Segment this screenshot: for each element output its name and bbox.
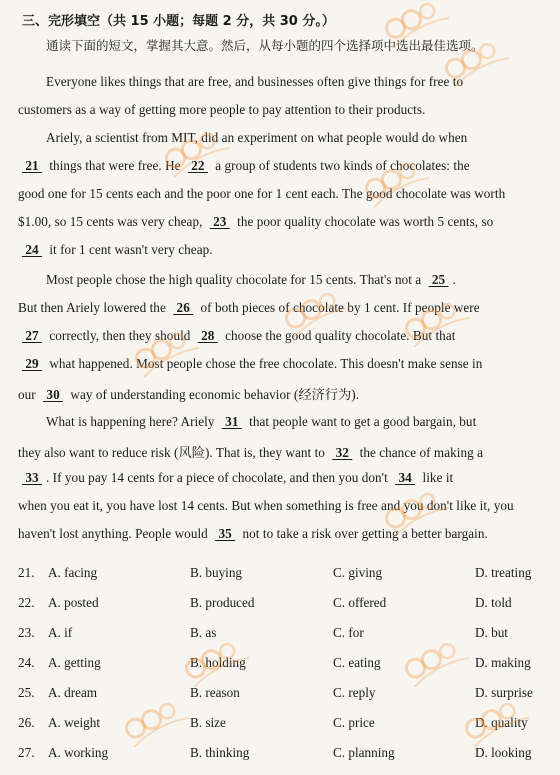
option-d: D. looking bbox=[475, 745, 532, 760]
option-d: D. told bbox=[475, 595, 512, 610]
option-a: A. weight bbox=[48, 715, 101, 730]
option-a: A. dream bbox=[48, 685, 98, 700]
question-number: 26. bbox=[18, 715, 35, 730]
passage-line bbox=[18, 498, 514, 514]
passage-text: correctly, then they should bbox=[45, 328, 194, 343]
passage-line bbox=[46, 74, 463, 90]
question-number: 22. bbox=[18, 595, 35, 610]
passage-line bbox=[18, 356, 482, 372]
option-d: D. but bbox=[475, 625, 508, 640]
option-b: B. reason bbox=[190, 685, 240, 700]
passage-line bbox=[18, 470, 453, 486]
passage-text: the chance of making a bbox=[356, 445, 484, 460]
passage-line bbox=[18, 328, 455, 344]
watermark-logo-icon bbox=[355, 146, 436, 214]
passage-text: what happened. Most people chose the free chocolate. This doesn't make sense in bbox=[45, 356, 483, 371]
passage-text: good one for 15 cents each and the poor one for 1 cent each. The good chocolate was worth bbox=[18, 186, 506, 201]
passage-text: like it bbox=[419, 470, 454, 485]
passage-text: that people want to get a good bargain, but bbox=[245, 414, 477, 429]
passage-text: our bbox=[18, 387, 40, 402]
passage-text: . If you pay 14 cents for a piece of chocolate, and then you don't bbox=[45, 470, 392, 485]
option-c: C. price bbox=[333, 715, 375, 730]
passage-text: What is happening here? Ariely bbox=[46, 414, 218, 429]
option-c: C. offered bbox=[333, 595, 387, 610]
passage-text: Everyone likes things that are free, and businesses often give things for free to bbox=[46, 74, 464, 89]
passage-text: a group of students two kinds of chocolates: the bbox=[211, 158, 470, 173]
section-title: 三、完形填空（共 15 小题；每题 2 分，共 30 分。） bbox=[22, 14, 335, 29]
passage-line bbox=[18, 526, 488, 542]
blank-number: 21 bbox=[22, 158, 42, 173]
option-a: A. if bbox=[48, 625, 73, 640]
watermark-logo-icon bbox=[115, 686, 196, 754]
passage-text: when you eat it, you have lost 14 cents. But when something is free and you don't like it, you bbox=[18, 498, 514, 513]
option-a: A. getting bbox=[48, 655, 101, 670]
watermark-logo-icon bbox=[395, 626, 476, 694]
question-number: 24. bbox=[18, 655, 35, 670]
passage-text: they also want to reduce risk (风险). That is, they want to bbox=[18, 445, 329, 460]
passage-line bbox=[46, 414, 476, 430]
passage-line bbox=[18, 158, 470, 174]
passage-text: the poor quality chocolate was worth 5 cents, so bbox=[233, 214, 494, 229]
passage-text: of both pieces of chocolate by 1 cent. If people were bbox=[197, 300, 480, 315]
option-a: A. working bbox=[48, 745, 109, 760]
passage-text: it for 1 cent wasn't very cheap. bbox=[45, 242, 213, 257]
blank-number: 33 bbox=[22, 470, 42, 485]
option-b: B. buying bbox=[190, 565, 243, 580]
option-c: C. planning bbox=[333, 745, 395, 760]
question-number: 25. bbox=[18, 685, 35, 700]
option-a: A. facing bbox=[48, 565, 98, 580]
option-b: B. size bbox=[190, 715, 226, 730]
passage-line bbox=[18, 384, 359, 403]
passage-line bbox=[18, 186, 505, 202]
blank-number: 22 bbox=[187, 158, 208, 173]
option-b: B. produced bbox=[190, 595, 255, 610]
passage-text: things that were free. He bbox=[45, 158, 184, 173]
section-instruction: 通读下面的短文，掌握其大意。然后，从每小题的四个选择项中选出最佳选项。 bbox=[46, 38, 484, 53]
blank-number: 30 bbox=[43, 387, 64, 402]
passage-text: choose the good quality chocolate. But that bbox=[221, 328, 456, 343]
blank-number: 29 bbox=[22, 356, 42, 371]
option-c: C. giving bbox=[333, 565, 383, 580]
passage-text: . bbox=[452, 272, 456, 287]
blank-number: 27 bbox=[22, 328, 42, 343]
passage-line bbox=[18, 442, 483, 461]
option-b: B. as bbox=[190, 625, 217, 640]
passage-text: haven't lost anything. People would bbox=[18, 526, 212, 541]
passage-text: way of understanding economic behavior (经济行为). bbox=[67, 387, 360, 402]
passage-text: not to take a risk over getting a better bargain. bbox=[239, 526, 488, 541]
passage-text: Most people chose the high quality chocolate for 15 cents. That's not a bbox=[46, 272, 425, 287]
blank-number: 24 bbox=[22, 242, 42, 257]
passage-text: $1.00, so 15 cents was very cheap, bbox=[18, 214, 206, 229]
option-b: B. thinking bbox=[190, 745, 250, 760]
passage-line bbox=[18, 242, 213, 258]
blank-number: 35 bbox=[215, 526, 236, 541]
question-number: 27. bbox=[18, 745, 35, 760]
question-number: 21. bbox=[18, 565, 35, 580]
passage-line bbox=[18, 214, 493, 230]
blank-number: 23 bbox=[209, 214, 230, 229]
blank-number: 34 bbox=[395, 470, 416, 485]
option-d: D. surprise bbox=[475, 685, 533, 700]
option-a: A. posted bbox=[48, 595, 99, 610]
watermark-logo-icon bbox=[125, 316, 206, 384]
option-c: C. reply bbox=[333, 685, 376, 700]
question-number: 23. bbox=[18, 625, 35, 640]
blank-number: 26 bbox=[173, 300, 194, 315]
option-d: D. making bbox=[475, 655, 531, 670]
passage-text: customers as a way of getting more people to pay attention to their products. bbox=[18, 102, 426, 117]
option-c: C. eating bbox=[333, 655, 381, 670]
option-b: B. holding bbox=[190, 655, 246, 670]
passage-line bbox=[46, 130, 467, 146]
option-d: D. quality bbox=[475, 715, 528, 730]
blank-number: 28 bbox=[197, 328, 218, 343]
blank-number: 32 bbox=[332, 445, 353, 460]
passage-text: But then Ariely lowered the bbox=[18, 300, 170, 315]
blank-number: 25 bbox=[428, 272, 449, 287]
passage-line bbox=[46, 272, 456, 288]
blank-number: 31 bbox=[221, 414, 242, 429]
passage-line bbox=[18, 102, 425, 118]
passage-text: Ariely, a scientist from MIT, did an experiment on what people would do when bbox=[46, 130, 468, 145]
passage-line bbox=[18, 300, 480, 316]
option-c: C. for bbox=[333, 625, 364, 640]
option-d: D. treating bbox=[475, 565, 532, 580]
